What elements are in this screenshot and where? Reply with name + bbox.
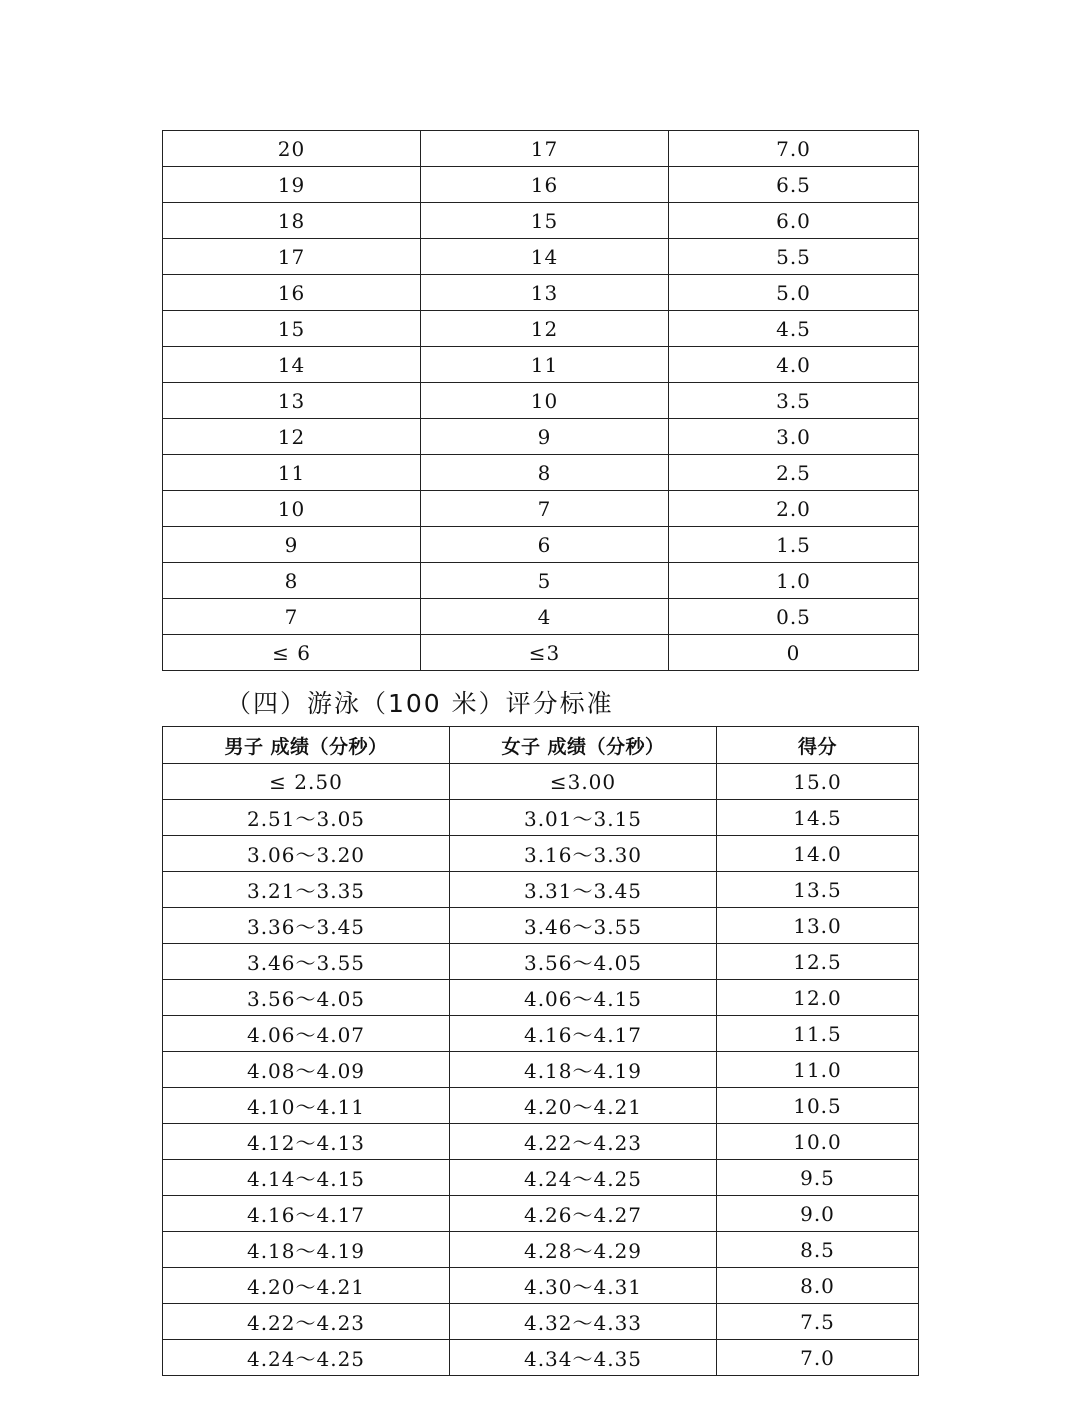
score-cell: 12.5 [717,944,919,980]
female-time-cell: 3.01～3.15 [450,800,717,836]
table-row [163,1196,919,1232]
table-row [163,1268,919,1304]
score-table-continued-body [163,131,919,671]
male-time-cell: 4.18～4.19 [163,1232,450,1268]
female-value-cell: 10 [421,383,669,419]
table-row [163,275,919,311]
female-value-cell: 13 [421,275,669,311]
male-time-cell: 4.22～4.23 [163,1304,450,1340]
score-cell: 2.0 [669,491,919,527]
table-row [163,836,919,872]
score-cell: 7.5 [717,1304,919,1340]
female-time-cell: 4.18～4.19 [450,1052,717,1088]
table-row [163,1124,919,1160]
male-value-cell: 16 [163,275,421,311]
female-value-cell: 5 [421,563,669,599]
female-time-cell: 4.06～4.15 [450,980,717,1016]
female-time-cell: 4.22～4.23 [450,1124,717,1160]
score-cell: 1.0 [669,563,919,599]
score-cell: 0.5 [669,599,919,635]
score-cell: 7.0 [717,1340,919,1376]
score-cell: 3.5 [669,383,919,419]
score-cell: 3.0 [669,419,919,455]
table-row [163,944,919,980]
table-row [163,1088,919,1124]
female-time-cell: 3.56～4.05 [450,944,717,980]
score-cell: 2.5 [669,455,919,491]
female-value-cell: 11 [421,347,669,383]
male-time-cell: 2.51～3.05 [163,800,450,836]
female-value-cell: 17 [421,131,669,167]
male-time-cell: 3.56～4.05 [163,980,450,1016]
header-female-result: 女子 成绩（分秒） [450,727,717,764]
male-value-cell: ≤ 6 [163,635,421,671]
table-row [163,383,919,419]
score-cell: 8.0 [717,1268,919,1304]
table-row [163,764,919,800]
male-time-cell: 3.46～3.55 [163,944,450,980]
female-time-cell: 4.20～4.21 [450,1088,717,1124]
female-value-cell: 15 [421,203,669,239]
female-time-cell: 4.28～4.29 [450,1232,717,1268]
table-row [163,908,919,944]
score-cell: 14.5 [717,800,919,836]
swim-score-table [162,726,919,1376]
male-value-cell: 20 [163,131,421,167]
female-time-cell: 4.32～4.33 [450,1304,717,1340]
table-row [163,1304,919,1340]
male-value-cell: 18 [163,203,421,239]
score-cell: 13.0 [717,908,919,944]
male-value-cell: 15 [163,311,421,347]
female-time-cell: 3.31～3.45 [450,872,717,908]
male-time-cell: 4.14～4.15 [163,1160,450,1196]
female-value-cell: 9 [421,419,669,455]
table-row [163,980,919,1016]
swim-table-header-row [163,727,919,764]
score-cell: 5.0 [669,275,919,311]
female-value-cell: 7 [421,491,669,527]
table-row [163,1016,919,1052]
score-cell: 10.5 [717,1088,919,1124]
male-time-cell: 4.10～4.11 [163,1088,450,1124]
table-row [163,203,919,239]
swim-section-heading: （四）游泳（100 米）评分标准 [226,689,614,718]
table-row [163,872,919,908]
score-cell: 5.5 [669,239,919,275]
table-row [163,563,919,599]
table-row [163,1052,919,1088]
score-cell: 7.0 [669,131,919,167]
score-cell: 6.5 [669,167,919,203]
male-value-cell: 13 [163,383,421,419]
female-time-cell: 3.16～3.30 [450,836,717,872]
table-row [163,1340,919,1376]
table-row [163,131,919,167]
table-row [163,419,919,455]
table-row [163,347,919,383]
female-value-cell: 12 [421,311,669,347]
female-time-cell: 4.16～4.17 [450,1016,717,1052]
male-time-cell: 4.20～4.21 [163,1268,450,1304]
male-value-cell: 12 [163,419,421,455]
table-row [163,167,919,203]
male-value-cell: 9 [163,527,421,563]
score-cell: 12.0 [717,980,919,1016]
female-value-cell: 6 [421,527,669,563]
table-row [163,239,919,275]
male-value-cell: 17 [163,239,421,275]
score-cell: 8.5 [717,1232,919,1268]
score-cell: 6.0 [669,203,919,239]
table-row [163,1232,919,1268]
score-cell: 11.5 [717,1016,919,1052]
score-cell: 11.0 [717,1052,919,1088]
female-time-cell: ≤3.00 [450,764,717,800]
score-cell: 9.0 [717,1196,919,1232]
table-row [163,1160,919,1196]
male-time-cell: 3.06～3.20 [163,836,450,872]
table-row [163,455,919,491]
male-time-cell: 4.08～4.09 [163,1052,450,1088]
female-time-cell: 3.46～3.55 [450,908,717,944]
score-cell: 9.5 [717,1160,919,1196]
header-score: 得分 [717,727,919,764]
female-value-cell: 8 [421,455,669,491]
swim-score-table-body [163,764,919,1376]
male-time-cell: 4.12～4.13 [163,1124,450,1160]
male-value-cell: 14 [163,347,421,383]
score-cell: 4.5 [669,311,919,347]
male-time-cell: 4.06～4.07 [163,1016,450,1052]
score-cell: 14.0 [717,836,919,872]
male-value-cell: 10 [163,491,421,527]
score-cell: 1.5 [669,527,919,563]
table-row [163,599,919,635]
score-cell: 13.5 [717,872,919,908]
table-row [163,311,919,347]
table-row [163,635,919,671]
score-cell: 4.0 [669,347,919,383]
female-time-cell: 4.34～4.35 [450,1340,717,1376]
table-row [163,800,919,836]
score-cell: 10.0 [717,1124,919,1160]
score-table-continued [162,130,919,671]
female-value-cell: 4 [421,599,669,635]
female-value-cell: ≤3 [421,635,669,671]
score-cell: 15.0 [717,764,919,800]
male-time-cell: ≤ 2.50 [163,764,450,800]
male-time-cell: 3.36～3.45 [163,908,450,944]
female-time-cell: 4.26～4.27 [450,1196,717,1232]
female-time-cell: 4.24～4.25 [450,1160,717,1196]
male-value-cell: 8 [163,563,421,599]
male-time-cell: 4.16～4.17 [163,1196,450,1232]
female-time-cell: 4.30～4.31 [450,1268,717,1304]
female-value-cell: 14 [421,239,669,275]
male-time-cell: 3.21～3.35 [163,872,450,908]
male-value-cell: 7 [163,599,421,635]
male-value-cell: 11 [163,455,421,491]
female-value-cell: 16 [421,167,669,203]
male-time-cell: 4.24～4.25 [163,1340,450,1376]
score-cell: 0 [669,635,919,671]
male-value-cell: 19 [163,167,421,203]
table-row [163,491,919,527]
header-male-result: 男子 成绩（分秒） [163,727,450,764]
table-row [163,527,919,563]
